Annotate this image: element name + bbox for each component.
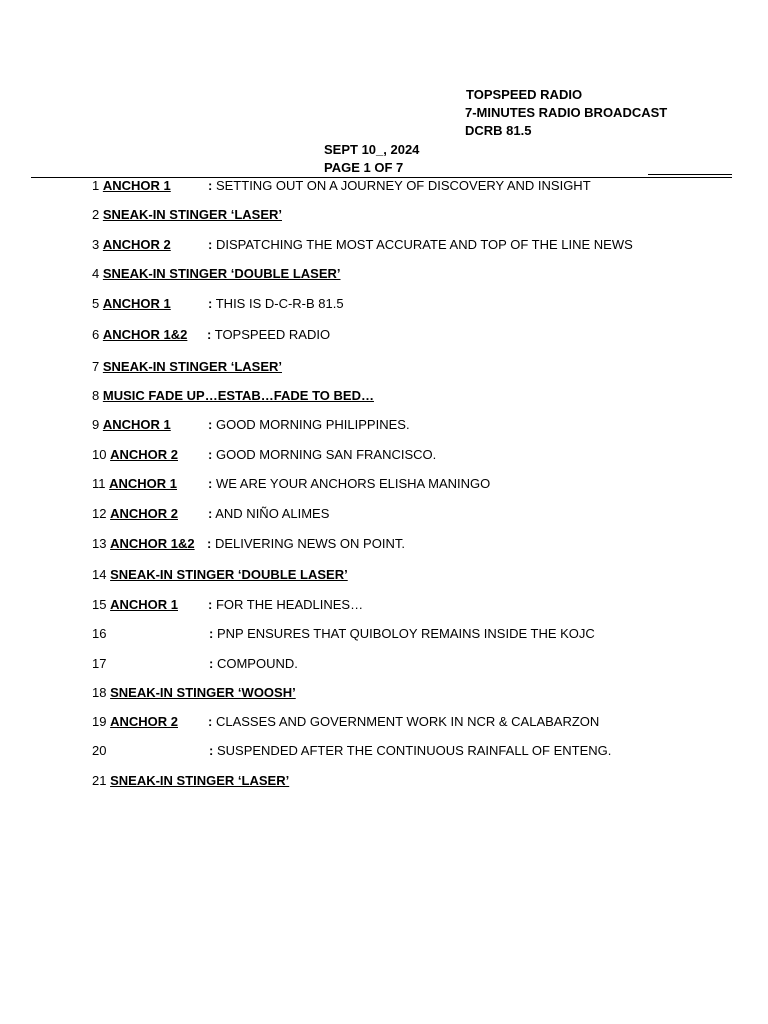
script-line xyxy=(92,387,374,405)
station-header xyxy=(465,86,667,140)
speaker-role: ANCHOR 2 xyxy=(110,506,178,521)
script-line xyxy=(92,475,491,493)
line-number: 7 xyxy=(92,359,100,374)
line-number: 12 xyxy=(92,506,107,521)
line-text: SETTING OUT ON A JOURNEY OF DISCOVERY AND INSIGHT xyxy=(215,178,591,193)
line-number: 2 xyxy=(92,207,100,222)
speaker-role: ANCHOR 2 xyxy=(110,447,178,462)
line-number: 9 xyxy=(92,417,100,432)
line-text: GOOD MORNING PHILIPPINES. xyxy=(215,417,410,432)
line-number: 13 xyxy=(92,536,107,551)
speaker-role: ANCHOR 1 xyxy=(109,476,178,491)
line-number: 8 xyxy=(92,388,100,403)
line-number: 1 xyxy=(92,178,100,193)
line-text: GOOD MORNING SAN FRANCISCO. xyxy=(215,447,437,462)
line-colon: : xyxy=(208,714,213,729)
program-title: 7-MINUTES RADIO BROADCAST xyxy=(465,105,668,120)
line-text: SUSPENDED AFTER THE CONTINUOUS RAINFALL OF ENTENG. xyxy=(216,743,612,758)
page-indicator: PAGE 1 OF 7 xyxy=(324,160,404,175)
line-colon: : xyxy=(208,417,213,432)
script-line xyxy=(92,416,410,434)
script-line xyxy=(92,772,289,790)
call-sign: DCRB 81.5 xyxy=(465,123,532,138)
line-number: 4 xyxy=(92,266,100,281)
line-number: 17 xyxy=(92,656,107,671)
script-line xyxy=(92,535,405,553)
line-text: TOPSPEED RADIO xyxy=(214,327,331,342)
line-text: DISPATCHING THE MOST ACCURATE AND TOP OF THE LINE NEWS xyxy=(215,237,633,252)
line-text: COMPOUND. xyxy=(216,656,298,671)
speaker-role: ANCHOR 2 xyxy=(110,714,178,729)
script-date: SEPT 10_, 2024 xyxy=(324,142,420,157)
line-text: WE ARE YOUR ANCHORS ELISHA MANINGO xyxy=(215,476,491,491)
sound-cue: SNEAK-IN STINGER ‘LASER’ xyxy=(102,207,282,222)
line-colon: : xyxy=(208,178,213,193)
script-line xyxy=(92,446,437,464)
speaker-role: ANCHOR 1 xyxy=(102,417,171,432)
script-line xyxy=(92,236,633,254)
script-line xyxy=(92,742,612,760)
script-meta xyxy=(324,141,419,177)
sound-cue: SNEAK-IN STINGER ‘DOUBLE LASER’ xyxy=(110,567,348,582)
line-colon: : xyxy=(209,626,214,641)
sound-cue: SNEAK-IN STINGER ‘LASER’ xyxy=(102,359,282,374)
sound-cue: SNEAK-IN STINGER ‘LASER’ xyxy=(110,773,290,788)
line-number: 18 xyxy=(92,685,107,700)
line-colon: : xyxy=(208,447,213,462)
music-cue: MUSIC FADE UP…ESTAB…FADE TO BED… xyxy=(102,388,374,403)
line-number: 20 xyxy=(92,743,107,758)
script-line xyxy=(92,206,282,224)
line-colon: : xyxy=(208,237,213,252)
line-text: FOR THE HEADLINES… xyxy=(215,597,364,612)
header-rule-accent xyxy=(648,174,732,175)
sound-cue: SNEAK-IN STINGER ‘WOOSH’ xyxy=(110,685,296,700)
line-number: 5 xyxy=(92,296,100,311)
speaker-role: ANCHOR 1 xyxy=(102,178,171,193)
speaker-role: ANCHOR 1 xyxy=(102,296,171,311)
line-colon: : xyxy=(209,656,214,671)
line-colon: : xyxy=(209,743,214,758)
line-text: PNP ENSURES THAT QUIBOLOY REMAINS INSIDE THE KOJC xyxy=(216,626,595,641)
script-line xyxy=(92,326,331,344)
script-line xyxy=(92,295,344,313)
line-number: 16 xyxy=(92,626,107,641)
line-number: 21 xyxy=(92,773,107,788)
line-number: 11 xyxy=(92,476,106,491)
script-line xyxy=(92,177,591,195)
script-line xyxy=(92,265,340,283)
line-number: 3 xyxy=(92,237,100,252)
script-line xyxy=(92,566,348,584)
line-text: AND NIÑO ALIMES xyxy=(215,506,330,521)
line-text: THIS IS D-C-R-B 81.5 xyxy=(215,296,344,311)
line-number: 14 xyxy=(92,567,107,582)
line-number: 10 xyxy=(92,447,107,462)
line-colon: : xyxy=(208,597,213,612)
script-line xyxy=(92,625,595,643)
line-text: DELIVERING NEWS ON POINT. xyxy=(214,536,405,551)
line-colon: : xyxy=(207,536,212,551)
script-line xyxy=(92,655,298,673)
speaker-role: ANCHOR 1 xyxy=(110,597,178,612)
speaker-role: ANCHOR 1&2 xyxy=(102,327,188,342)
script-line xyxy=(92,505,330,523)
line-colon: : xyxy=(208,506,213,521)
sound-cue: SNEAK-IN STINGER ‘DOUBLE LASER’ xyxy=(102,266,341,281)
speaker-role: ANCHOR 2 xyxy=(102,237,171,252)
speaker-role: ANCHOR 1&2 xyxy=(110,536,195,551)
script-line xyxy=(92,684,296,702)
line-number: 19 xyxy=(92,714,107,729)
line-number: 15 xyxy=(92,597,107,612)
script-line xyxy=(92,358,282,376)
script-line xyxy=(92,596,364,614)
line-colon: : xyxy=(208,476,213,491)
line-colon: : xyxy=(207,327,212,342)
station-name: TOPSPEED RADIO xyxy=(466,87,583,102)
line-colon: : xyxy=(208,296,213,311)
line-number: 6 xyxy=(92,327,100,342)
script-line xyxy=(92,713,600,731)
line-text: CLASSES AND GOVERNMENT WORK IN NCR & CALABARZON xyxy=(215,714,600,729)
